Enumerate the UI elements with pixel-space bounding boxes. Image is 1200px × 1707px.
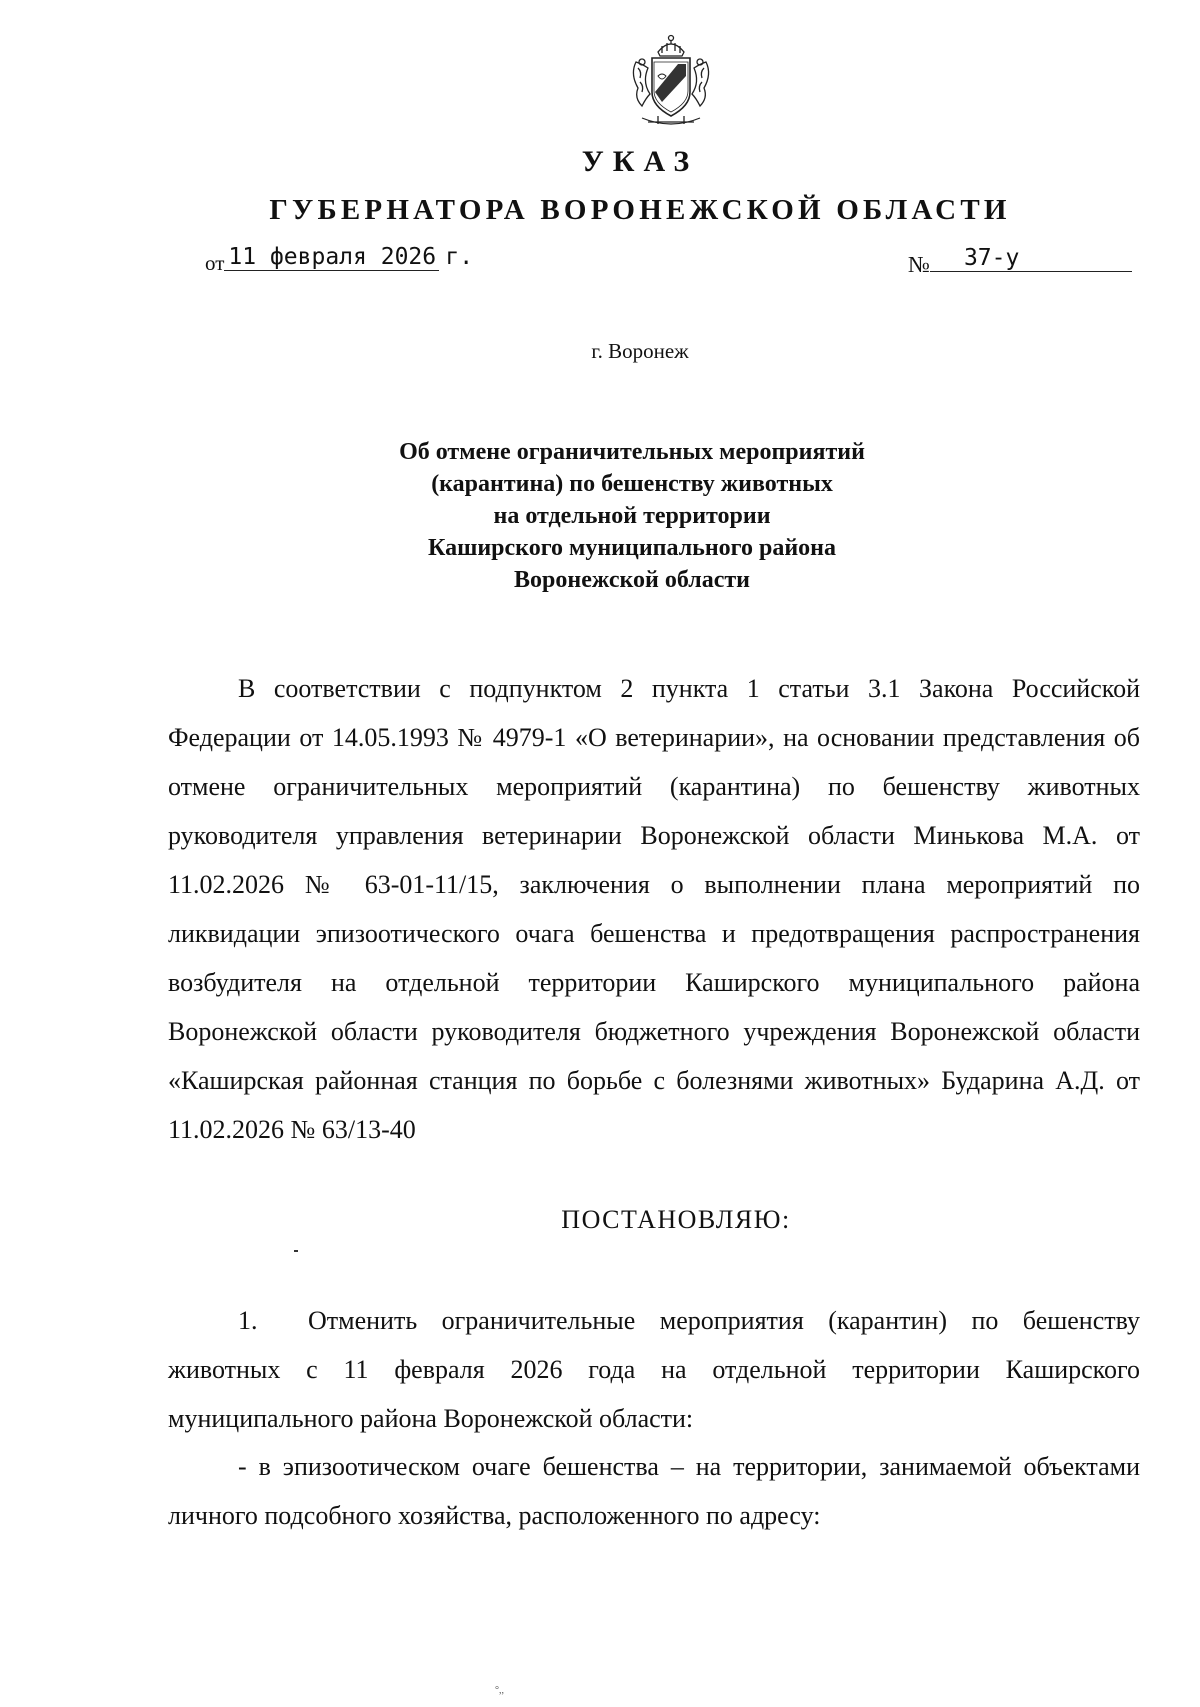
number-field: 37-у xyxy=(930,245,1132,272)
item-1-paragraph xyxy=(168,1296,1140,1443)
date-prefix: от xyxy=(205,251,225,275)
item-1-number: 1. xyxy=(238,1306,258,1335)
voronezh-coat-of-arms-icon xyxy=(628,32,714,132)
decree-word: ПОСТАНОВЛЯЮ: xyxy=(561,1205,791,1234)
scan-speck xyxy=(294,1250,298,1252)
document-subject xyxy=(0,436,1200,596)
subject-line: Об отмене ограничительных мероприятий xyxy=(399,439,865,465)
number-prefix: № xyxy=(908,252,930,277)
item-1-subpoint: - в эпизоотическом очаге бешенства – на территории, занимаемой объектами личного подсобного хозяйства, расположенного по адресу: xyxy=(168,1452,1140,1530)
city-label: г. Воронеж xyxy=(591,339,689,363)
date-field: 11 февраля 2026 xyxy=(224,244,439,271)
subject-line: Каширского муниципального района xyxy=(428,535,836,561)
issuer-title: ГУБЕРНАТОРА ВОРОНЕЖСКОЙ ОБЛАСТИ xyxy=(269,194,1011,226)
subject-line: (карантина) по бешенству животных xyxy=(431,471,833,497)
document-type-title: УКАЗ xyxy=(581,145,699,178)
subject-line: Воронежской области xyxy=(514,567,750,593)
number-line xyxy=(908,245,1132,280)
date-line xyxy=(205,244,474,278)
subject-line: на отдельной территории xyxy=(493,503,771,529)
scan-mark: °,, xyxy=(495,1685,504,1696)
date-suffix: г. xyxy=(445,244,474,270)
item-1-text: Отменить ограничительные мероприятия (карантин) по бешенству животных с 11 февраля 2026 года на отдельной территории Каширского муниципального района Воронежской области: xyxy=(168,1306,1140,1433)
preamble-paragraph: В соответствии с подпунктом 2 пункта 1 статьи 3.1 Закона Российской Федерации от 14.05.1993 № 4979-1 «О ветеринарии», на основании представления об отмене ограничительных мероприятий (карантина) по бешенству животных руководителя управления ветеринарии Воронежской области Минькова М.А. от 11.02.2026 № 63-01-11/15, заключения о выполнении плана мероприятий по ликвидации эпизоотического очага бешенства и предотвращения распространения возбудителя на отдельной территории Каширского муниципального района Воронежской области руководителя бюджетного учреждения Воронежской области «Каширская районная станция по борьбе с болезнями животных» Бударина А.Д. от 11.02.2026 № 63/13-40 xyxy=(168,674,1140,1144)
